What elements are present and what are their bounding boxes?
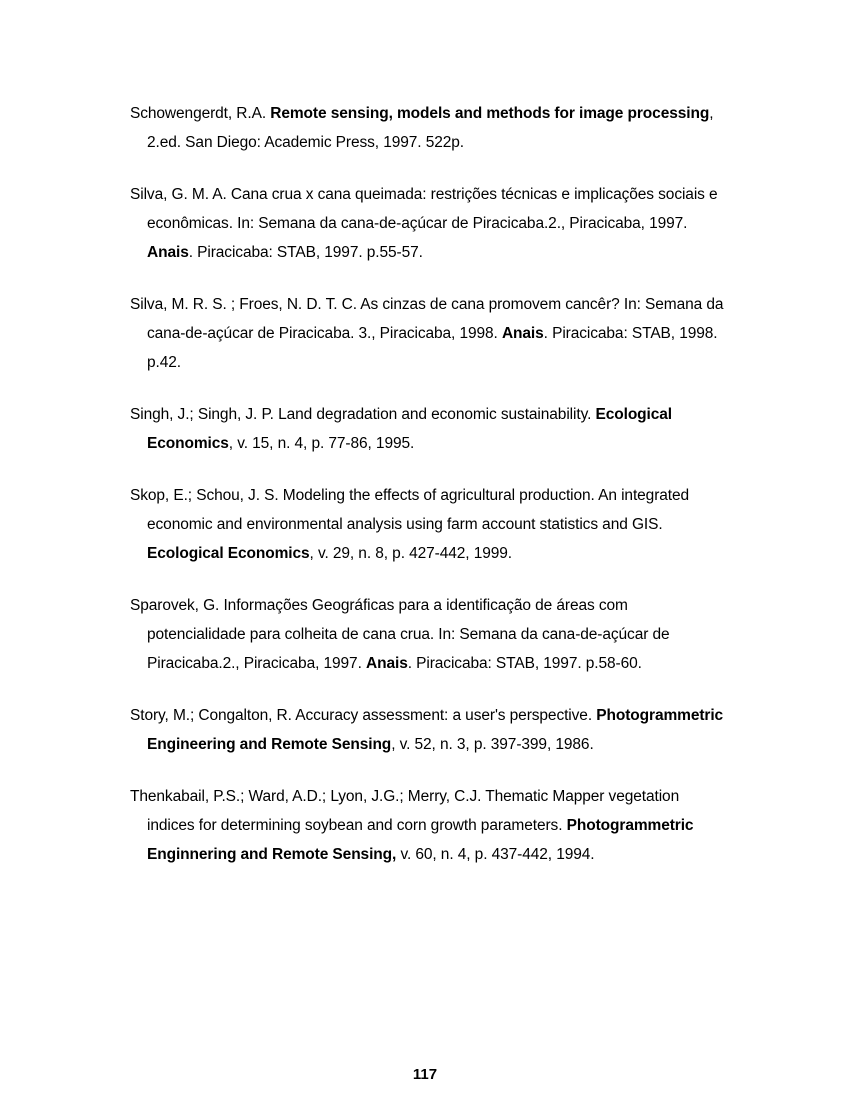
reference-text: . Piracicaba: STAB, 1998. p.42.: [147, 325, 718, 371]
reference-text: Thenkabail, P.S.; Ward, A.D.; Lyon, J.G.; Merry, C.J. Thematic Mapper vegetation indices for determining soybean and corn growth parameters.: [130, 788, 680, 834]
reference-text: , v. 52, n. 3, p. 397-399, 1986.: [391, 736, 594, 753]
reference-text: v. 60, n. 4, p. 437-442, 1994.: [396, 846, 595, 863]
reference-text: Schowengerdt, R.A.: [130, 105, 271, 122]
reference-title-bold: Photogrammetric Enginnering and Remote Sensing,: [147, 817, 694, 863]
reference-list: [130, 99, 730, 892]
reference-entry: [130, 180, 730, 267]
reference-text: Silva, M. R. S. ; Froes, N. D. T. C. As cinzas de cana promovem cancêr? In: Semana da cana-de-açúcar de Piracicaba. 3., Piracicaba, 1998.: [130, 296, 724, 342]
reference-entry: [130, 290, 730, 377]
reference-title-bold: Ecological Economics: [147, 406, 673, 452]
reference-title-bold: Anais: [366, 655, 408, 672]
reference-text: , v. 15, n. 4, p. 77-86, 1995.: [228, 435, 415, 452]
reference-entry: [130, 481, 730, 568]
reference-title-bold: Photogrammetric Engineering and Remote Sensing: [147, 707, 724, 753]
reference-text: , 2.ed. San Diego: Academic Press, 1997. 522p.: [147, 105, 714, 151]
reference-title-bold: Anais: [147, 244, 189, 261]
reference-entry: [130, 400, 730, 458]
reference-text: Story, M.; Congalton, R. Accuracy assessment: a user's perspective.: [130, 707, 597, 724]
reference-entry: [130, 782, 730, 869]
reference-entry: [130, 99, 730, 157]
reference-title-bold: Anais: [501, 325, 544, 342]
reference-text: Singh, J.; Singh, J. P. Land degradation and economic sustainability.: [130, 406, 596, 423]
reference-text: . Piracicaba: STAB, 1997. p.55-57.: [188, 244, 423, 261]
reference-entry: [130, 701, 730, 759]
reference-title-bold: Ecological Economics: [147, 545, 310, 562]
page-number: 117: [412, 1066, 438, 1083]
reference-text: Sparovek, G. Informações Geográficas para a identificação de áreas com potencialidade para colheita de cana crua. In: Semana da cana-de-açúcar de Piracicaba.2., Piracicaba, 1997.: [130, 597, 670, 672]
reference-text: . Piracicaba: STAB, 1997. p.58-60.: [407, 655, 642, 672]
reference-text: Silva, G. M. A. Cana crua x cana queimada: restrições técnicas e implicações sociais e econômicas. In: Semana da cana-de-açúcar de Piracicaba.2., Piracicaba, 1997.: [130, 186, 718, 232]
reference-entry: [130, 591, 730, 678]
reference-text: , v. 29, n. 8, p. 427-442, 1999.: [309, 545, 512, 562]
reference-title-bold: Remote sensing, models and methods for image processing: [270, 105, 710, 122]
reference-text: Skop, E.; Schou, J. S. Modeling the effects of agricultural production. An integrated economic and environmental analysis using farm account statistics and GIS.: [130, 487, 690, 533]
